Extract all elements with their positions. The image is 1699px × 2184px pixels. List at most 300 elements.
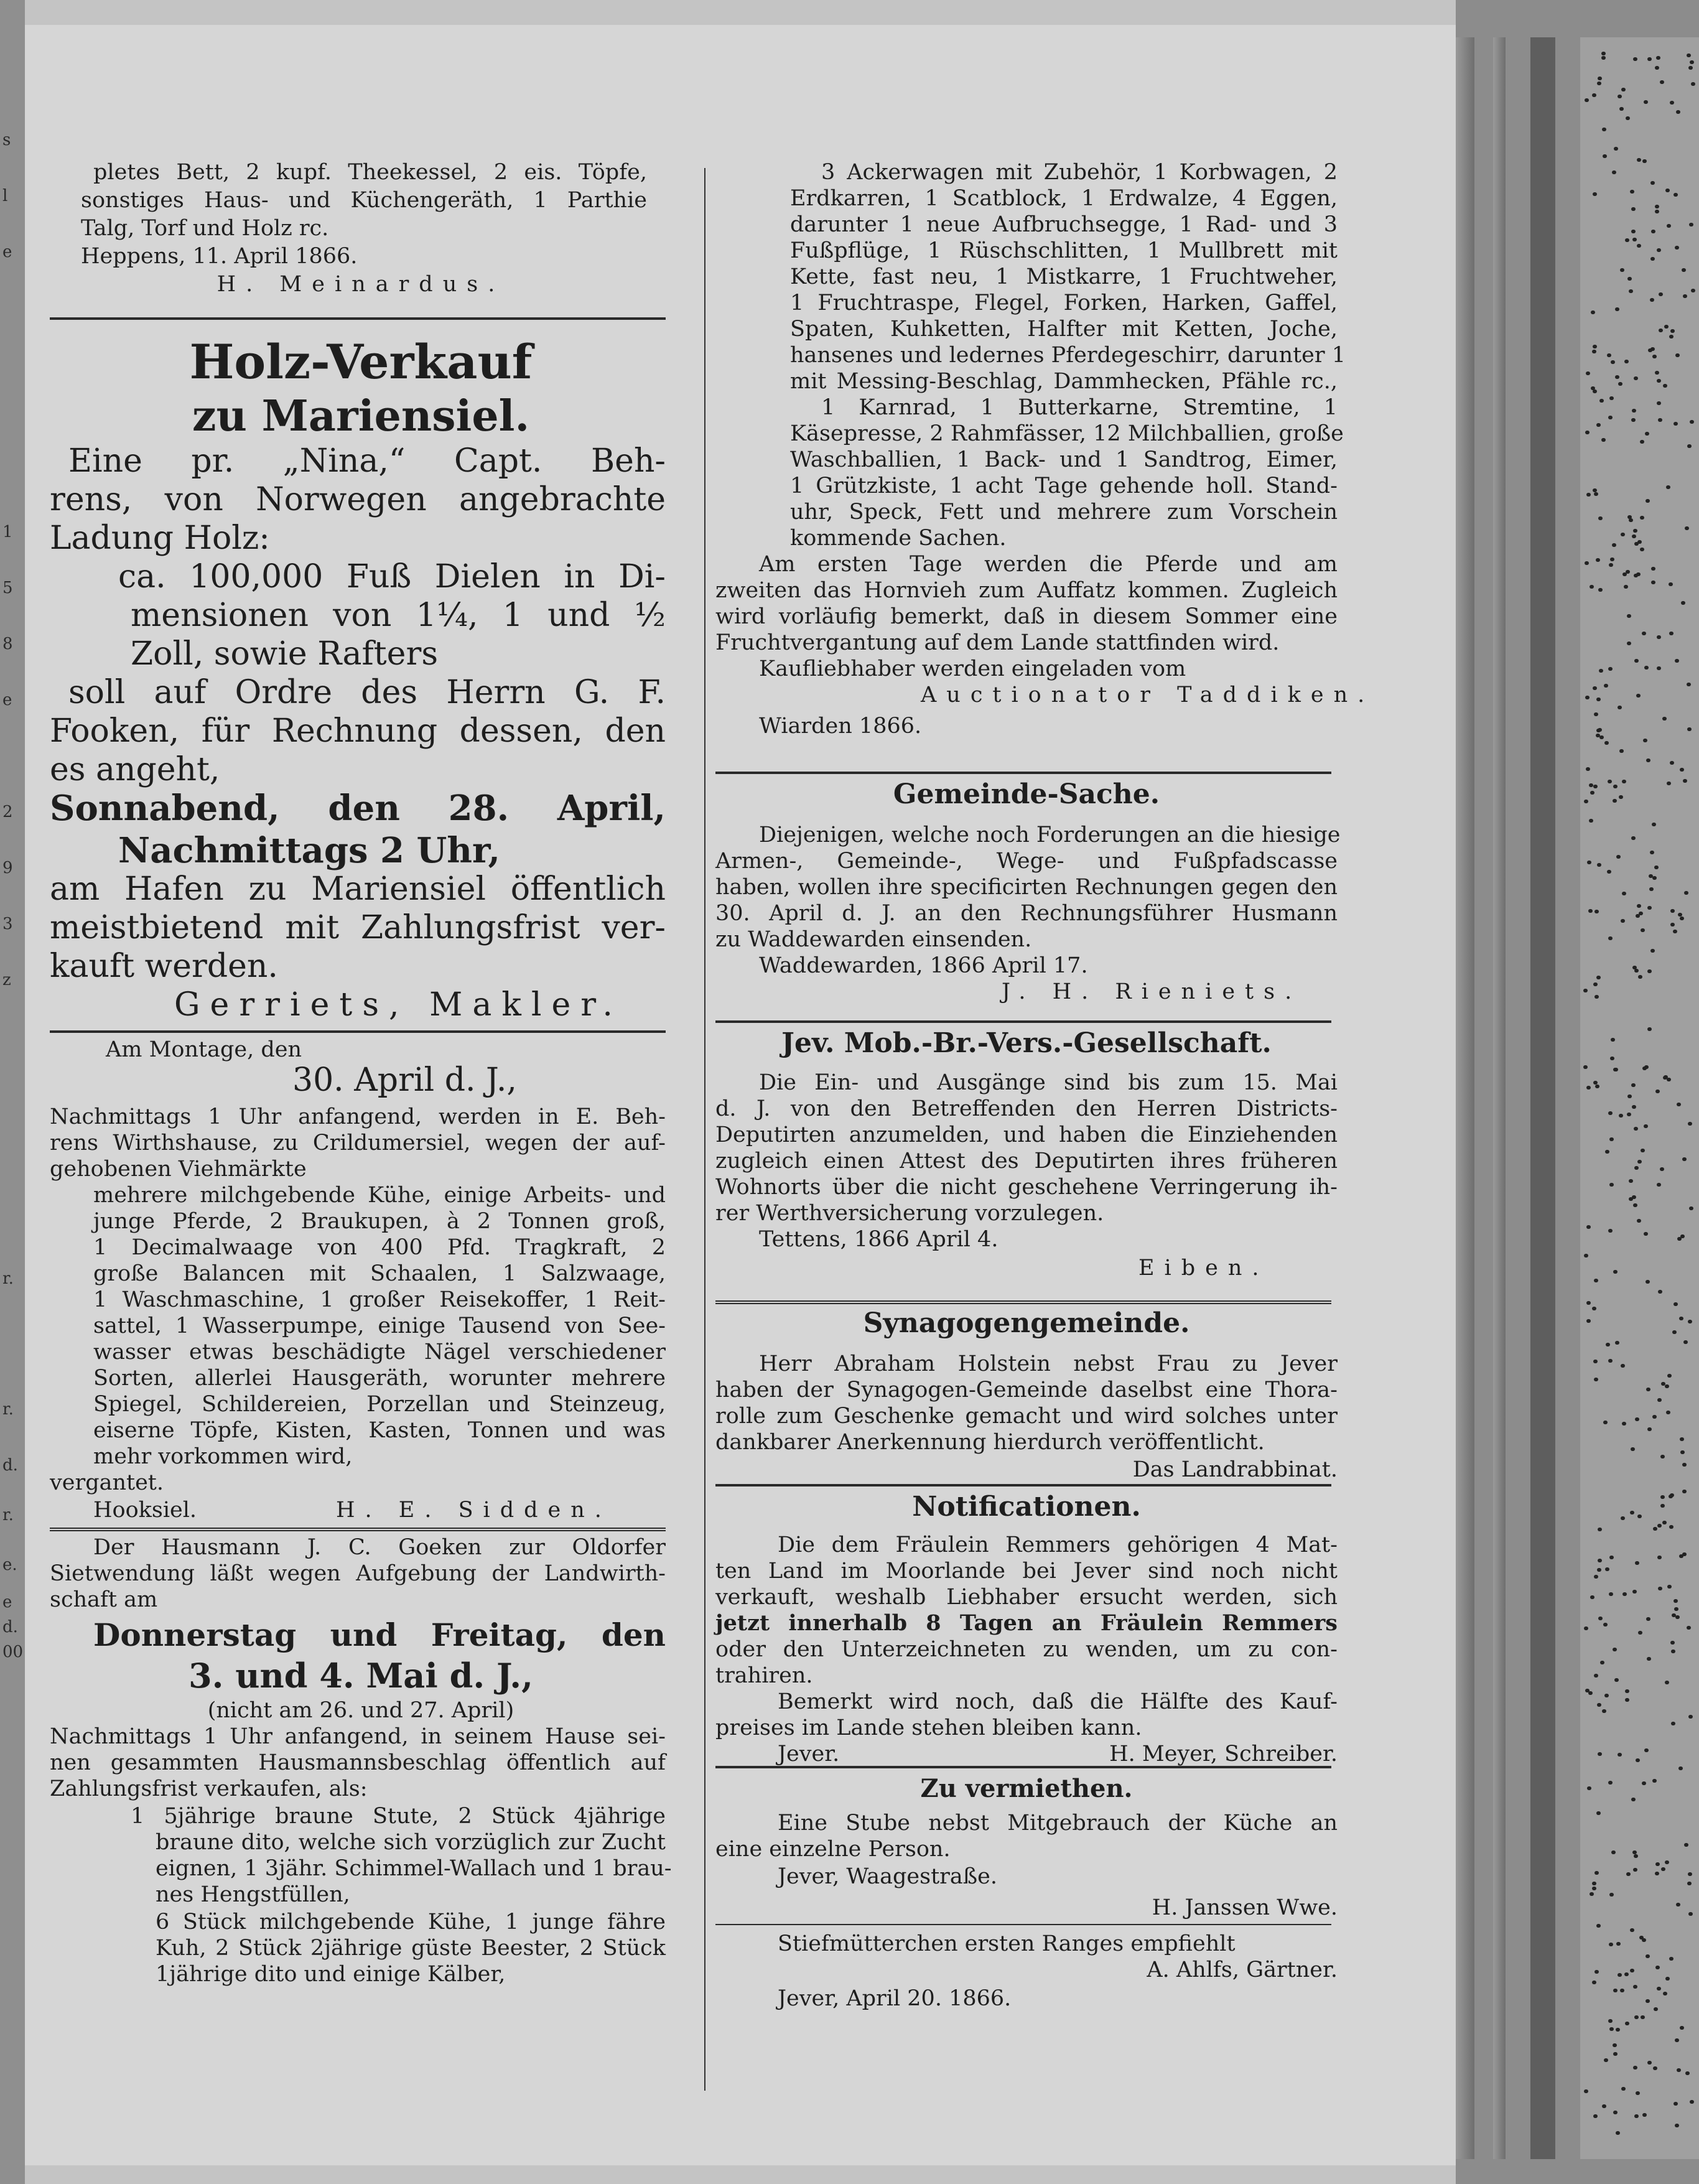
ad-line: uhr, Speck, Fett und mehrere zum Vorschein (790, 500, 1338, 525)
edge-speck (1618, 1973, 1622, 1977)
ad-synagogengemeinde (715, 1307, 1338, 1493)
edge-speck (1644, 1748, 1649, 1752)
edge-speck (1636, 2091, 1640, 2095)
ad-goeken-auction (50, 1534, 672, 2063)
signature: Eiben. (1138, 1256, 1269, 1281)
edge-speck (1634, 969, 1639, 973)
edge-speck (1594, 995, 1599, 999)
ad-line: jetzt innerhalb 8 Tagen an Fräulein Remmers (715, 1610, 1338, 1636)
edge-speck (1650, 181, 1655, 185)
edge-speck (1626, 116, 1630, 120)
margin-char: 3 (2, 915, 13, 933)
ad-line: eignen, 1 3jähr. Schimmel-Wallach und 1 brau- (156, 1856, 672, 1881)
ad-line: Kaufliebhaber werden eingeladen vom (759, 656, 1186, 681)
ad-line: große Balancen mit Schaalen, 1 Salzwaage, (93, 1261, 666, 1286)
edge-speck (1675, 246, 1679, 250)
ad-line: Zahlungsfrist verkaufen, als: (50, 1776, 368, 1801)
edge-speck (1687, 444, 1692, 448)
edge-speck (1599, 399, 1604, 403)
margin-char: l (2, 187, 8, 205)
ad-meinardus (50, 159, 672, 339)
edge-speck (1659, 292, 1663, 296)
edge-speck (1652, 876, 1657, 880)
edge-speck (1677, 1237, 1682, 1241)
signature: H. E. Sidden. (336, 1498, 612, 1523)
ad-line: zu Waddewarden einsenden. (715, 927, 1032, 952)
page-stack-strip (1493, 37, 1506, 2159)
ad-line: rer Werthversicherung vorzulegen. (715, 1201, 1104, 1226)
place-date: Heppens, 11. April 1866. (81, 244, 358, 269)
ad-line: Erdkarren, 1 Scatblock, 1 Erdwalze, 4 Eggen, (790, 186, 1338, 211)
edge-speck (1598, 516, 1603, 520)
ad-line: Kette, fast neu, 1 Mistkarre, 1 Fruchtweher, (790, 264, 1338, 289)
edge-speck (1608, 780, 1612, 783)
edge-speck (1624, 585, 1628, 589)
signature: H. Janssen Wwe. (1152, 1895, 1338, 1920)
edge-speck (1632, 1195, 1636, 1199)
edge-speck (1593, 686, 1597, 690)
margin-char: r. (2, 1400, 14, 1419)
edge-speck (1670, 909, 1675, 913)
edge-speck (1675, 659, 1679, 663)
edge-speck (1622, 572, 1627, 576)
margin-char: 8 (2, 635, 13, 653)
edge-speck (1619, 795, 1623, 799)
edge-speck (1597, 82, 1601, 85)
edge-speck (1604, 1694, 1609, 1697)
edge-speck (1633, 1868, 1637, 1872)
edge-speck (1598, 77, 1602, 80)
ad-title: Jev. Mob.-Br.-Vers.-Gesellschaft. (781, 1027, 1272, 1059)
edge-speck (1646, 1617, 1650, 1621)
edge-speck (1596, 734, 1600, 737)
ad-line: mensionen von 1¼, 1 und ½ (131, 597, 666, 634)
signature: A. Ahlfs, Gärtner. (1147, 1958, 1338, 1982)
edge-speck (1609, 1556, 1614, 1559)
edge-speck (1596, 698, 1601, 701)
edge-speck (1597, 1703, 1601, 1707)
edge-speck (1594, 492, 1598, 496)
edge-speck (1642, 632, 1646, 635)
ad-gemeinde-sache (715, 778, 1341, 1033)
edge-speck (1660, 1495, 1665, 1499)
margin-char: e (2, 1593, 12, 1612)
ad-line: oder den Unterzeichneten zu wenden, um zu con- (715, 1637, 1338, 1662)
edge-speck (1609, 1183, 1614, 1187)
edge-speck (1654, 2007, 1658, 2011)
edge-speck (1614, 147, 1618, 151)
edge-speck (1682, 1463, 1687, 1467)
previous-page-edge (0, 0, 25, 2184)
edge-speck (1612, 170, 1616, 174)
margin-char: 00 (2, 1643, 24, 1661)
ad-line: haben der Synagogen-Gemeinde daselbst eine Thora- (715, 1378, 1338, 1402)
ad-line: Nachmittags 1 Uhr anfangend, in seinem Hause sei- (50, 1724, 666, 1749)
sale-time: Nachmittags 2 Uhr, (118, 830, 500, 871)
divider (50, 317, 666, 320)
edge-speck (1609, 1943, 1613, 1946)
edge-speck (1614, 1678, 1619, 1682)
edge-speck (1592, 1981, 1596, 1984)
edge-speck (1653, 2066, 1657, 2070)
ad-line: Sorten, allerlei Hausgeräth, worunter mehrere (93, 1366, 666, 1391)
ad-line: Kuh, 2 Stück 2jährige güste Beester, 2 Stück (156, 1936, 666, 1961)
edge-speck (1594, 1575, 1598, 1579)
edge-speck (1674, 1607, 1678, 1611)
edge-speck (1657, 1556, 1662, 1559)
edge-speck (1613, 2111, 1618, 2114)
column-rule (704, 168, 705, 2091)
edge-speck (1631, 1083, 1636, 1087)
ad-line: preises im Lande stehen bleiben kann. (715, 1715, 1142, 1740)
divider (50, 1528, 666, 1531)
edge-speck (1651, 581, 1655, 584)
ad-line: 1 Grützkiste, 1 acht Tage gehende holl. Stand- (790, 474, 1338, 498)
edge-speck (1660, 1455, 1665, 1458)
divider (50, 1030, 666, 1033)
ad-line: mit Messing-Beschlag, Dammhecken, Pfähle rc., (790, 369, 1338, 394)
edge-speck (1675, 353, 1680, 357)
edge-speck (1583, 1065, 1588, 1069)
edge-speck (1592, 1887, 1596, 1890)
edge-speck (1656, 56, 1660, 60)
place: Jever, Waagestraße. (778, 1864, 997, 1889)
ad-line: haben, wollen ihre specificirten Rechnungen gegen den (715, 875, 1338, 900)
edge-speck (1642, 159, 1647, 163)
edge-speck (1634, 376, 1638, 380)
edge-speck (1689, 223, 1693, 226)
ad-line: Herr Abraham Holstein nebst Frau zu Jever (759, 1351, 1338, 1376)
edge-speck (1622, 780, 1626, 783)
edge-speck (1601, 438, 1606, 442)
edge-speck (1601, 56, 1606, 60)
signature: Das Landrabbinat. (1132, 1457, 1338, 1482)
edge-speck (1604, 684, 1608, 688)
edge-speck (1682, 1490, 1687, 1493)
ad-line: soll auf Ordre des Herrn G. F. (68, 674, 666, 711)
edge-speck (1595, 1085, 1599, 1088)
ad-line: wird vorläufig bemerkt, daß in diesem Sommer eine (715, 604, 1338, 629)
edge-speck (1673, 2102, 1678, 2106)
speckled-edge (1580, 37, 1699, 2159)
ad-intro: Am Montage, den (106, 1037, 302, 1062)
divider (715, 1766, 1331, 1768)
divider (715, 1300, 1331, 1304)
ad-title: Gemeinde-Sache. (893, 778, 1160, 810)
edge-speck (1616, 855, 1621, 859)
edge-speck (1616, 1942, 1621, 1946)
edge-speck (1592, 1882, 1596, 1885)
edge-speck (1599, 669, 1603, 673)
edge-speck (1590, 1595, 1594, 1599)
edge-speck (1606, 1343, 1610, 1346)
ad-line: gehobenen Viehmärkte (50, 1157, 307, 1182)
edge-speck (1627, 642, 1631, 645)
edge-speck (1631, 230, 1636, 233)
edge-speck (1683, 294, 1687, 298)
ad-line: Eine Stube nebst Mitgebrauch der Küche an (778, 1811, 1338, 1836)
edge-speck (1687, 1882, 1692, 1885)
edge-speck (1644, 666, 1649, 670)
ad-line: Fruchtvergantung auf dem Lande stattfinden wird. (715, 630, 1280, 655)
ad-line: nes Hengstfüllen, (156, 1882, 350, 1907)
page-stack-strip (1530, 37, 1555, 2159)
ad-line: schaft am (50, 1587, 158, 1612)
edge-speck (1591, 310, 1595, 314)
ad-line: rolle zum Geschenke gemacht und wird solches unter (715, 1404, 1338, 1429)
edge-speck (1655, 66, 1659, 70)
ad-line: vergantet. (50, 1470, 164, 1495)
ad-line: eiserne Töpfe, Kisten, Kasten, Tonnen und was (93, 1418, 666, 1443)
ad-taddiken-auction (715, 159, 1375, 787)
ad-line: junge Pferde, 2 Braukupen, à 2 Tonnen groß, (93, 1209, 666, 1234)
edge-speck (1649, 887, 1654, 891)
edge-speck (1643, 739, 1647, 742)
edge-speck (1627, 1094, 1632, 1098)
edge-speck (1688, 1715, 1693, 1719)
edge-speck (1667, 224, 1671, 228)
edge-speck (1584, 1254, 1588, 1258)
edge-speck (1631, 1447, 1635, 1451)
ad-title: Notificationen. (912, 1491, 1141, 1523)
edge-speck (1594, 1378, 1598, 1381)
ad-subtitle: zu Mariensiel. (192, 391, 530, 441)
edge-speck (1665, 1860, 1669, 1864)
edge-speck (1602, 128, 1606, 131)
ad-line: Nachmittags 1 Uhr anfangend, werden in E. Beh- (50, 1104, 666, 1129)
edge-speck (1667, 1374, 1672, 1378)
edge-speck (1586, 767, 1590, 771)
edge-speck (1634, 2114, 1639, 2118)
edge-speck (1612, 543, 1616, 547)
edge-speck (1590, 585, 1594, 589)
ad-line: Stiefmütterchen ersten Ranges empfiehlt (778, 1931, 1236, 1956)
ad-line: Wohnorts über die nicht geschehene Verringerung ih- (715, 1175, 1338, 1200)
edge-speck (1655, 1966, 1660, 1969)
ad-line: 1 Karnrad, 1 Butterkarne, Stremtine, 1 (821, 395, 1338, 420)
edge-speck (1619, 107, 1624, 111)
edge-speck (1598, 1528, 1602, 1531)
edge-speck (1667, 1585, 1672, 1589)
margin-char: e (2, 691, 12, 709)
edge-speck (1657, 666, 1661, 670)
ad-line: am Hafen zu Mariensiel öffentlich (50, 870, 666, 908)
edge-speck (1596, 1924, 1601, 1928)
ad-line: Fußpflüge, 1 Rüschschlitten, 1 Mullbrett mit (790, 238, 1338, 263)
edge-speck (1607, 870, 1611, 874)
edge-speck (1644, 1124, 1648, 1128)
edge-speck (1663, 384, 1667, 388)
ad-line: Der Hausmann J. C. Goeken zur Oldorfer (93, 1535, 666, 1560)
ad-line: Ladung Holz: (50, 520, 270, 557)
edge-speck (1632, 409, 1636, 413)
margin-char: e (2, 243, 12, 261)
ad-ahlfs-gaertner (715, 1930, 1338, 2055)
edge-speck (1688, 1872, 1692, 1876)
book-fore-edge (1456, 0, 1699, 2184)
edge-speck (1676, 110, 1680, 114)
margin-char: r. (2, 1506, 14, 1524)
edge-speck (1672, 1613, 1676, 1617)
edge-speck (1665, 1384, 1669, 1388)
ad-line: 1jährige dito und einige Kälber, (156, 1962, 506, 1987)
edge-speck (1662, 717, 1667, 721)
edge-speck (1673, 422, 1678, 426)
edge-speck (1586, 493, 1591, 497)
divider (715, 1020, 1331, 1023)
sale-date: Sonnabend, den 28. April, (50, 788, 666, 829)
sale-date: 30. April d. J., (292, 1062, 517, 1099)
edge-speck (1608, 1229, 1613, 1233)
edge-speck (1690, 420, 1694, 424)
edge-speck (1676, 1903, 1680, 1906)
ad-line: Eine pr. „Nina,“ Capt. Beh- (68, 442, 666, 480)
edge-speck (1677, 1103, 1681, 1106)
ad-notificationen (715, 1490, 1338, 1764)
edge-speck (1682, 1552, 1687, 1556)
edge-speck (1596, 1811, 1601, 1815)
edge-speck (1621, 88, 1626, 91)
edge-speck (1673, 1302, 1678, 1306)
ad-line: meistbietend mit Zahlungsfrist ver- (50, 909, 666, 946)
divider (715, 1924, 1331, 1925)
edge-speck (1682, 268, 1686, 272)
signature: H. Meyer, Schreiber. (1109, 1742, 1338, 1766)
edge-speck (1593, 785, 1598, 788)
edge-speck (1604, 2058, 1608, 2062)
place-date: Waddewarden, 1866 April 17. (759, 953, 1088, 978)
edge-speck (1655, 210, 1659, 213)
edge-speck (1652, 1779, 1657, 1783)
edge-speck (1640, 440, 1644, 444)
edge-speck (1677, 2068, 1681, 2072)
ad-line: eine einzelne Person. (715, 1837, 951, 1862)
edge-speck (1629, 1179, 1633, 1183)
ad-line: 1 Waschmaschine, 1 großer Reisekoffer, 1 Reit- (93, 1287, 666, 1312)
edge-speck (1682, 1157, 1687, 1161)
edge-speck (1593, 2114, 1598, 2118)
edge-speck (1655, 1862, 1660, 1866)
edge-speck (1669, 335, 1673, 338)
ad-line: 1 Decimalwaage von 400 Pfd. Tragkraft, 2 (93, 1235, 666, 1260)
edge-speck (1673, 193, 1678, 197)
margin-char: r. (2, 1269, 14, 1288)
edge-speck (1631, 836, 1636, 840)
edge-speck (1669, 582, 1673, 586)
edge-speck (1645, 1954, 1650, 1958)
margin-char: z (2, 971, 11, 989)
edge-speck (1608, 667, 1613, 671)
edge-speck (1588, 1691, 1593, 1695)
edge-speck (1615, 375, 1619, 379)
place-date: Tettens, 1866 April 4. (759, 1227, 998, 1252)
ad-line: Spiegel, Schildereien, Porzellan und Steinzeug, (93, 1392, 666, 1417)
edge-speck (1625, 2022, 1629, 2025)
edge-speck (1657, 379, 1661, 383)
ad-line: nen gesammten Hausmannsbeschlag öffentlich auf (50, 1750, 666, 1775)
edge-speck (1586, 1225, 1591, 1229)
edge-speck (1647, 969, 1652, 973)
edge-speck (1631, 1798, 1636, 1801)
edge-speck (1608, 936, 1613, 940)
signature: Gerriets, Makler. (174, 986, 623, 1024)
edge-speck (1655, 1090, 1660, 1093)
edge-speck (1625, 238, 1629, 242)
ad-line: mehrere milchgebende Kühe, einige Arbeits- und (93, 1183, 666, 1208)
edge-speck (1633, 1203, 1637, 1207)
edge-speck (1603, 1421, 1608, 1424)
edge-speck (1637, 1219, 1641, 1223)
ad-line: verkauft, weshalb Liebhaber ersucht werden, sich (715, 1585, 1338, 1610)
edge-speck (1684, 891, 1688, 895)
ad-line: sattel, 1 Wasserpumpe, einige Tausend von See- (93, 1314, 666, 1338)
ad-line: kauft werden. (50, 948, 278, 985)
sale-date: 3. und 4. Mai d. J., (189, 1656, 533, 1696)
edge-speck (1639, 1936, 1644, 1939)
edge-speck (1593, 192, 1597, 196)
edge-speck (1652, 823, 1656, 826)
edge-speck (1678, 1766, 1683, 1770)
edge-speck (1673, 1599, 1678, 1603)
edge-speck (1658, 1587, 1662, 1590)
edge-speck (1637, 1160, 1642, 1164)
edge-speck (1607, 353, 1611, 357)
edge-speck (1680, 1450, 1685, 1454)
edge-speck (1672, 1330, 1677, 1334)
edge-speck (1650, 851, 1654, 854)
ad-line: Am ersten Tage werden die Pferde und am (759, 552, 1338, 577)
ad-line: darunter 1 neue Aufbruchsegge, 1 Rad- und 3 (790, 212, 1338, 237)
edge-speck (1637, 244, 1641, 248)
edge-speck (1634, 659, 1639, 663)
edge-speck (1618, 1753, 1622, 1757)
edge-speck (1634, 542, 1639, 546)
ad-line: 30. April d. J. an den Rechnungsführer Husmann (715, 901, 1338, 926)
margin-char: 9 (2, 859, 13, 877)
edge-speck (1603, 154, 1607, 158)
edge-speck (1647, 1427, 1652, 1431)
signature: J. H. Rieniets. (1002, 979, 1302, 1004)
ad-line: sonstiges Haus- und Küchengeräth, 1 Parthie (81, 188, 647, 213)
edge-speck (1634, 1854, 1638, 1858)
edge-speck (1632, 1590, 1637, 1594)
edge-speck (1586, 1086, 1591, 1090)
ad-line: zugleich einen Attest des Deputirten ihres früheren (715, 1149, 1338, 1174)
place-date: Jever, April 20. 1866. (778, 1986, 1012, 2011)
ad-line: Käsepresse, 2 Rahmfässer, 12 Milchballien, große (790, 421, 1344, 446)
edge-speck (1659, 329, 1663, 332)
edge-speck (1657, 635, 1661, 639)
edge-speck (1666, 485, 1670, 489)
edge-speck (1632, 238, 1637, 241)
edge-speck (1630, 1511, 1634, 1514)
edge-speck (1666, 1411, 1670, 1414)
ad-holz-verkauf (50, 324, 672, 1027)
edge-speck (1616, 2028, 1620, 2032)
signature: Auctionator Taddiken. (921, 683, 1375, 707)
edge-speck (1589, 783, 1593, 787)
edge-speck (1636, 694, 1641, 698)
ad-line: mehr vorkommen wird, (93, 1444, 353, 1469)
edge-speck (1634, 2015, 1639, 2019)
edge-speck (1647, 57, 1652, 61)
ad-jever-mob-versicherung (715, 1027, 1338, 1300)
edge-speck (1585, 696, 1590, 699)
edge-speck (1665, 1977, 1670, 1981)
edge-speck (1593, 982, 1598, 986)
edge-speck (1679, 1317, 1683, 1320)
edge-speck (1650, 298, 1654, 302)
